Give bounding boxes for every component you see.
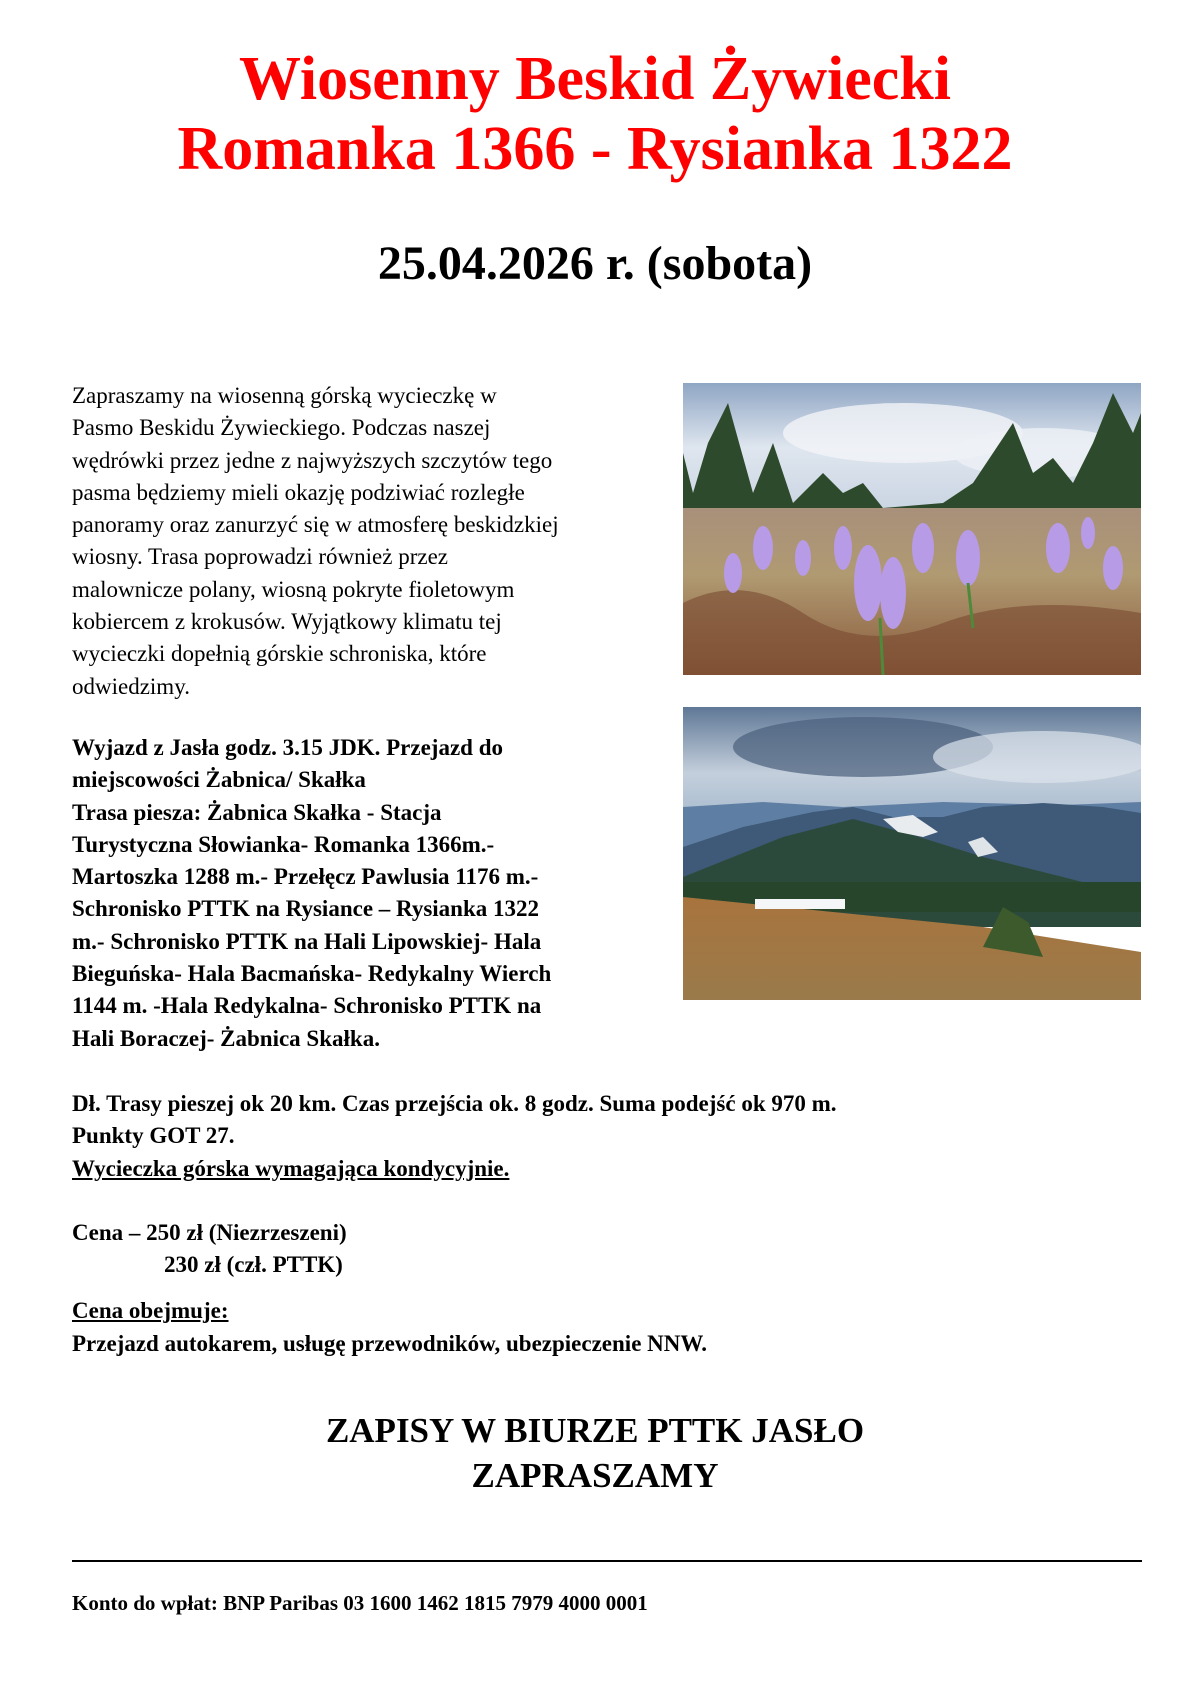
- intro-line: wycieczki dopełnią górskie schroniska, które: [72, 641, 487, 667]
- title-line-1: Wiosenny Beskid Żywiecki: [238, 45, 951, 113]
- intro-line: panoramy oraz zanurzyć się w atmosferę beskidzkiej: [72, 512, 559, 538]
- bank-account: Konto do wpłat: BNP Paribas 03 1600 1462 1815 7979 4000 0001: [72, 1591, 648, 1615]
- signup-line-1: ZAPISY W BIURZE PTTK JASŁO: [325, 1411, 865, 1450]
- poster-title: [0, 44, 1190, 184]
- route-line: Turystyczna Słowianka- Romanka 1366m.-: [72, 831, 495, 857]
- signup-line-2: ZAPRASZAMY: [471, 1456, 719, 1495]
- intro-line: pasma będziemy mieli okazję podziwiać rozległe: [72, 479, 525, 505]
- footer-divider: [72, 1560, 1142, 1562]
- event-date: 25.04.2026 r. (sobota): [377, 237, 813, 290]
- intro-line: Zapraszamy na wiosenną górską wycieczkę w: [72, 383, 497, 408]
- intro-line: wiosny. Trasa poprowadzi również przez: [72, 544, 448, 570]
- intro-line: malownicze polany, wiosną pokryte fioletowym: [72, 576, 515, 602]
- includes-heading: Cena obejmuje:: [72, 1298, 229, 1324]
- crocus-meadow-photo: [683, 383, 1141, 675]
- route-line: 1144 m. -Hala Redykalna- Schronisko PTTK na: [72, 993, 542, 1019]
- intro-line: kobiercem z krokusów. Wyjątkowy klimatu tej: [72, 609, 502, 635]
- intro-paragraph: [72, 380, 672, 703]
- route-description: [72, 732, 672, 1055]
- intro-line: odwiedzimy.: [72, 673, 190, 699]
- route-line: Bieguńska- Hala Bacmańska- Redykalny Wierch: [72, 961, 552, 987]
- mountain-panorama-photo: [683, 707, 1141, 1000]
- includes-text: Przejazd autokarem, usługę przewodników, ubezpieczenie NNW.: [72, 1330, 708, 1356]
- got-points: Punkty GOT 27.: [72, 1123, 235, 1149]
- difficulty-note: Wycieczka górska wymagająca kondycyjnie.: [72, 1155, 510, 1181]
- price-line-1: Cena – 250 zł (Niezrzeszeni): [72, 1219, 347, 1245]
- route-line: Schronisko PTTK na Rysiance – Rysianka 1322: [72, 896, 539, 922]
- route-length: Dł. Trasy pieszej ok 20 km. Czas przejścia ok. 8 godz. Suma podejść ok 970 m.: [72, 1091, 837, 1116]
- route-line: Wyjazd z Jasła godz. 3.15 JDK. Przejazd do: [72, 735, 503, 760]
- price-line-2: 230 zł (czł. PTTK): [164, 1252, 343, 1278]
- trip-details: [72, 1088, 1132, 1360]
- route-line: m.- Schronisko PTTK na Hali Lipowskiej- Hala: [72, 928, 542, 954]
- signup-notice: [0, 1408, 1190, 1498]
- route-line: Hali Boraczej- Żabnica Skałka.: [72, 1025, 380, 1051]
- route-line: Martoszka 1288 m.- Przełęcz Pawlusia 1176 m.-: [72, 864, 539, 890]
- intro-line: Pasmo Beskidu Żywieckiego. Podczas naszej: [72, 415, 491, 441]
- intro-line: wędrówki przez jedne z najwyższych szczytów tego: [72, 447, 553, 473]
- route-line: Trasa piesza: Żabnica Skałka - Stacja: [72, 799, 442, 825]
- route-line: miejscowości Żabnica/ Skałka: [72, 767, 366, 793]
- title-line-2: Romanka 1366 - Rysianka 1322: [177, 115, 1013, 183]
